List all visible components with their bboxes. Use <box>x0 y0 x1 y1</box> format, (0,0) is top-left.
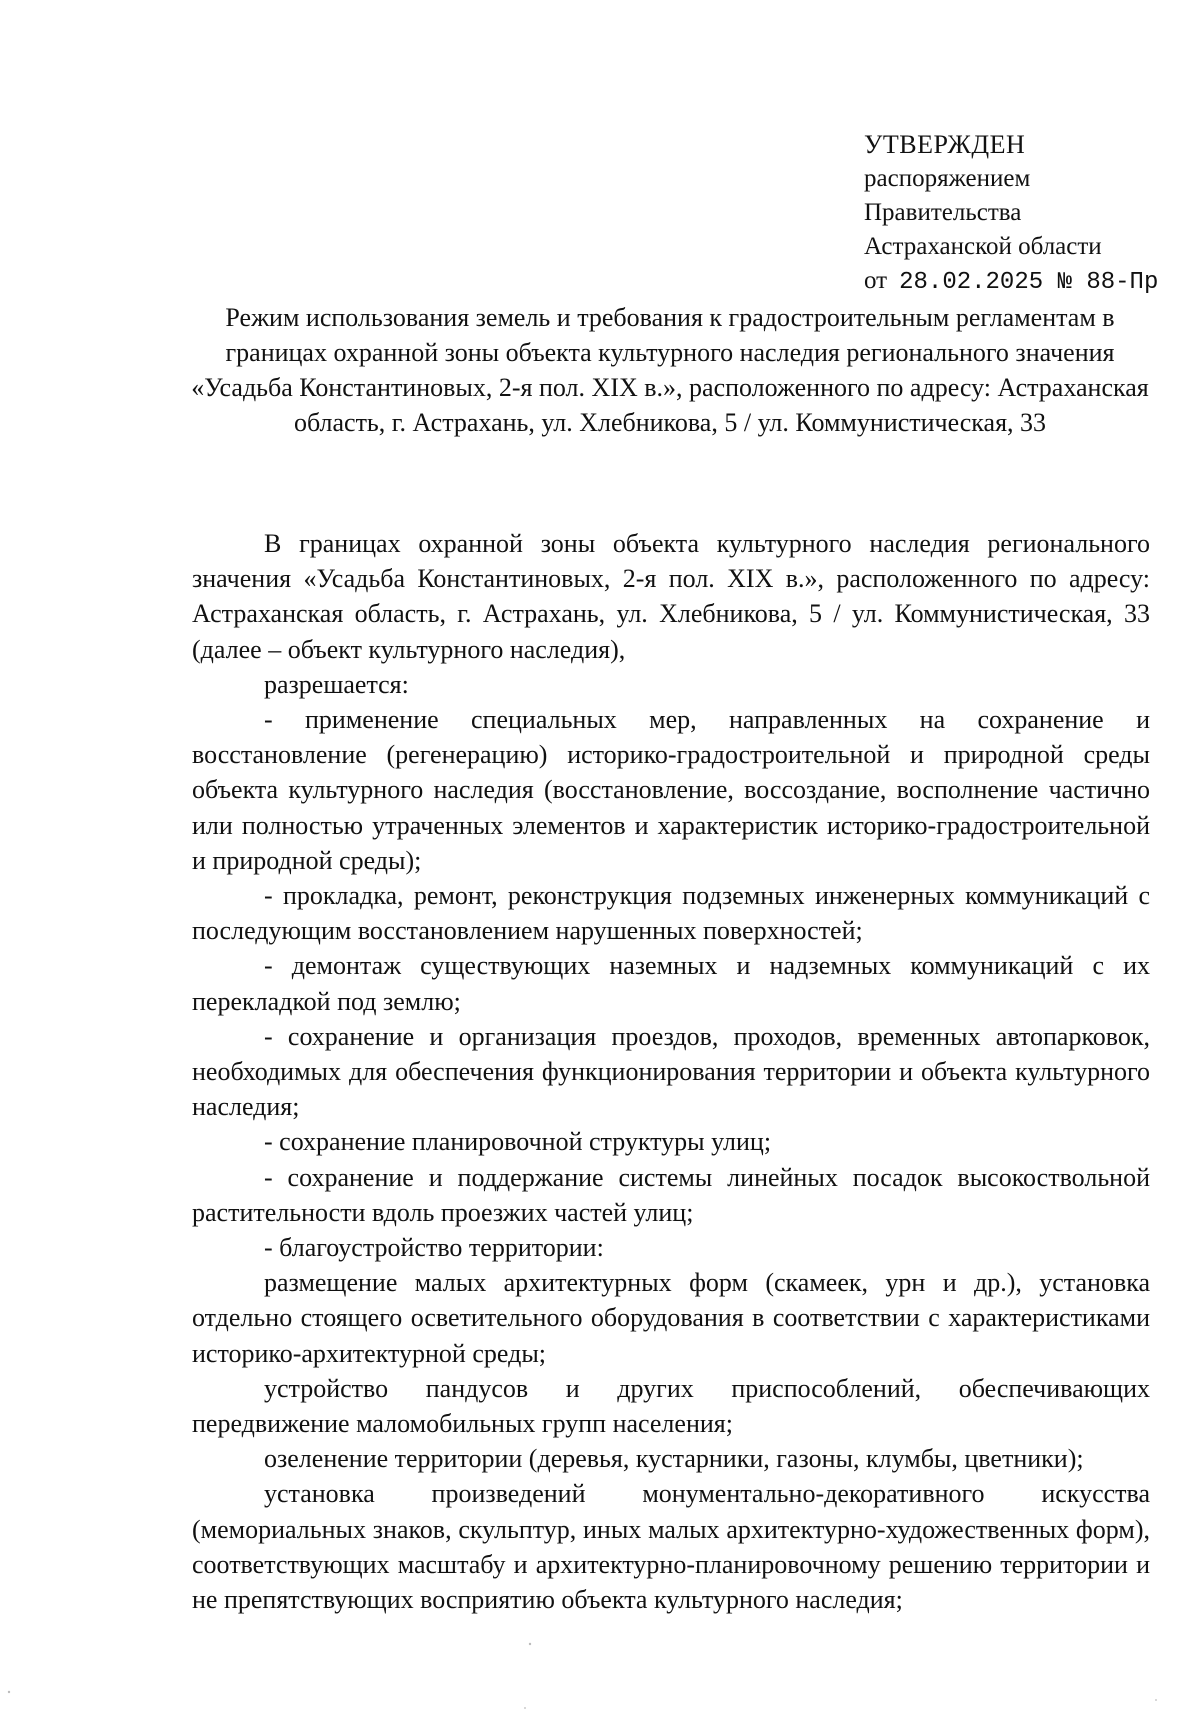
approval-date-line <box>864 264 1158 300</box>
body-item: - демонтаж существующих наземных и надземных коммуникаций с их перекладкой под землю; <box>192 951 1150 1016</box>
body-subitem: размещение малых архитектурных форм (скамеек, урн и др.), установка отдельно стоящего осветительного оборудования в соответствии с характеристиками историко-архитектурной среды; <box>192 1268 1150 1368</box>
approval-line-government: Правительства <box>864 199 1022 226</box>
scan-speck <box>8 1691 10 1693</box>
document-body <box>192 526 1150 1617</box>
scan-speck <box>1155 1699 1157 1701</box>
body-subitem: установка произведений монументально-декоративного искусства (мемориальных знаков, скульптур, иных малых архитектурно-художественных форм), соответствующих масштабу и архитектурно-планировочному решению территории и не препятствующих восприятию объекта культурного наследия; <box>192 1479 1150 1615</box>
approval-title: УТВЕРЖДЕН <box>864 130 1026 159</box>
approval-date-number: 28.02.2025 № 88-Пр <box>899 269 1159 296</box>
body-intro: В границах охранной зоны объекта культурного наследия регионального значения «Усадьба Константиновых, 2-я пол. XIX в.», расположенного по адресу: Астраханская область, г. Астрахань, ул. Хлебникова, 5 / ул. Коммунистическая, 33 (далее – объект культурного наследия), <box>192 529 1150 664</box>
approval-line-region: Астраханской области <box>864 233 1102 260</box>
document-title: Режим использования земель и требования к градостроительным регламентам в границах охранной зоны объекта культурного наследия регионального значения «Усадьба Константиновых, 2-я пол. XIX в.», расположенного по адресу: Астраханская область, г. Астрахань, ул. Хлебникова, 5 / ул. Коммунистическая, 33 <box>191 303 1149 437</box>
body-subitem: устройство пандусов и других приспособлений, обеспечивающих передвижение маломобильных групп населения; <box>192 1373 1150 1439</box>
scan-speck <box>529 1643 531 1645</box>
body-item: - прокладка, ремонт, реконструкция подземных инженерных коммуникаций с последующим восстановлением нарушенных поверхностей; <box>192 881 1150 946</box>
body-item: - благоустройство территории: <box>264 1233 604 1263</box>
approval-date-prefix: от <box>864 267 888 294</box>
body-subitem: озеленение территории (деревья, кустарники, газоны, клумбы, цветники); <box>264 1444 1084 1474</box>
body-item: - сохранение и поддержание системы линейных посадок высокоствольной растительности вдоль проезжих частей улиц; <box>192 1162 1150 1227</box>
approval-block <box>864 128 1158 300</box>
body-item: - применение специальных мер, направленных на сохранение и восстановление (регенерацию) историко-градостроительной и природной среды объекта культурного наследия (восстановление, воссоздание, восполнение частично или полностью утраченных элементов и характеристик историко-градостроительной и природной среды); <box>192 705 1150 875</box>
body-allowed-heading: разрешается: <box>264 669 409 699</box>
scan-speck <box>524 1707 526 1709</box>
approval-line-order: распоряжением <box>864 165 1031 192</box>
body-item: - сохранение и организация проездов, проходов, временных автопарковок, необходимых для обеспечения функционирования территории и объекта культурного наследия; <box>192 1021 1150 1122</box>
body-item: - сохранение планировочной структуры улиц; <box>264 1127 772 1157</box>
